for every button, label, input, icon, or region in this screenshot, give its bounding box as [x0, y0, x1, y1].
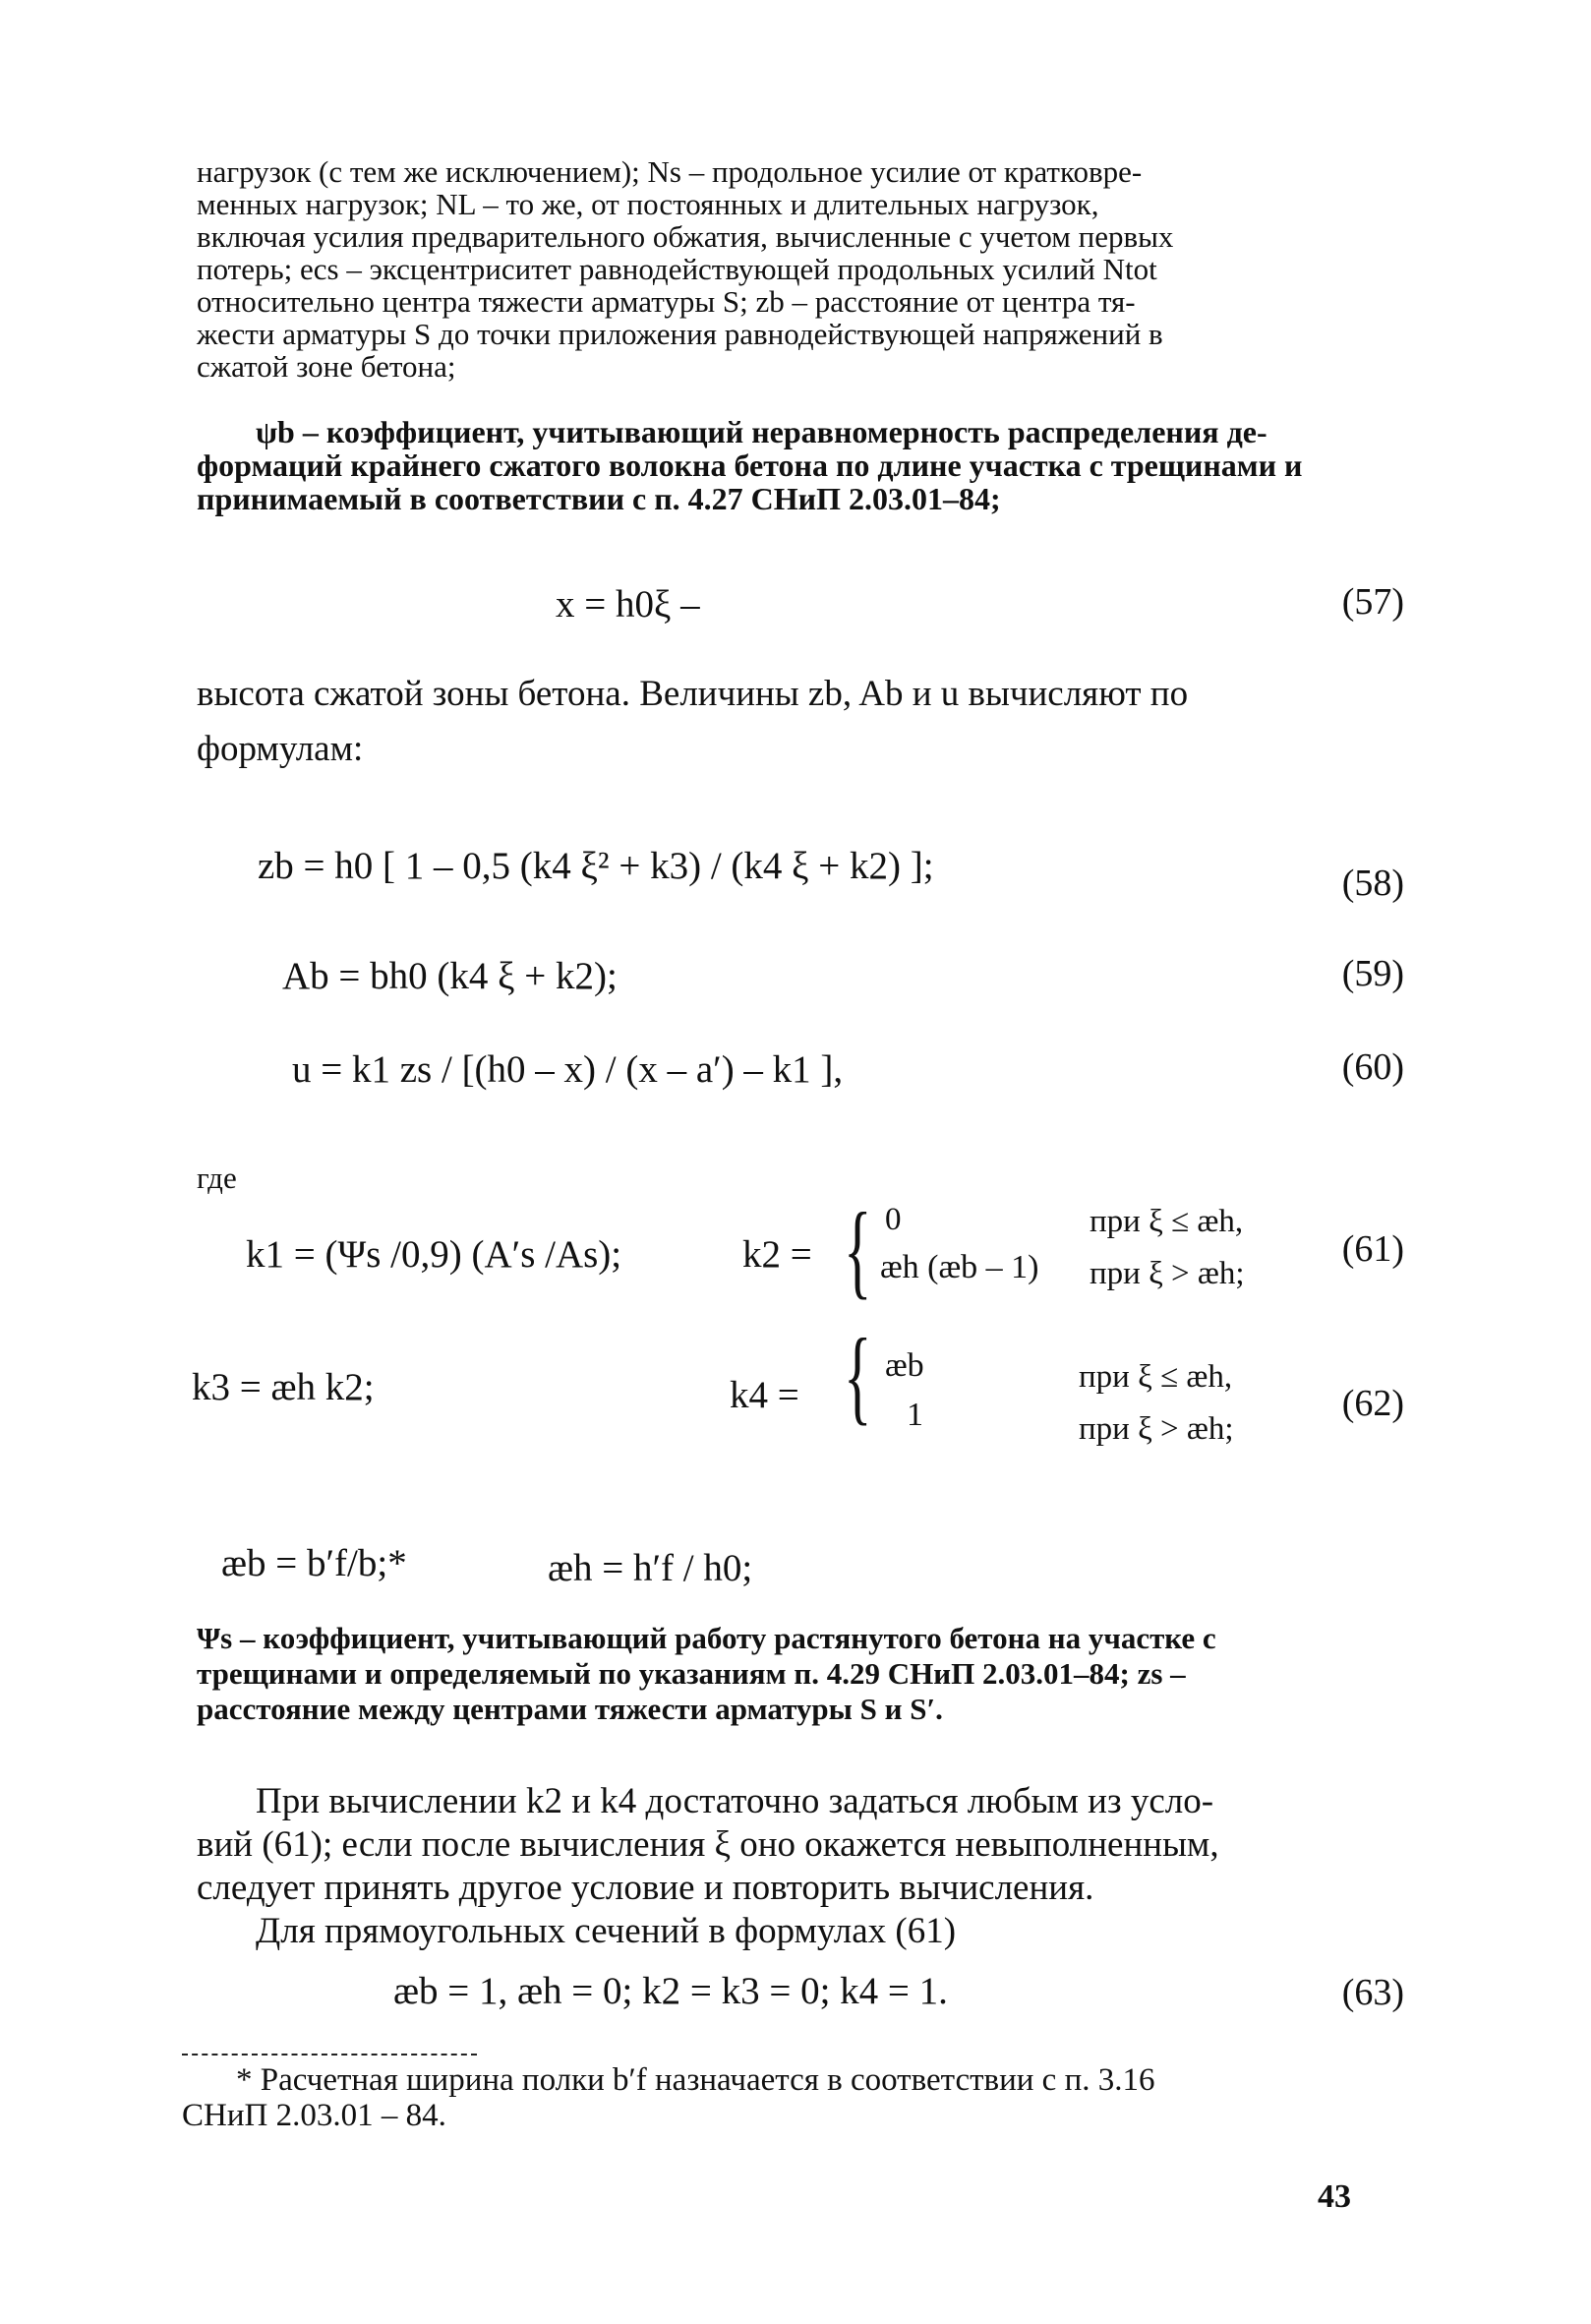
paragraph-psi-b [197, 415, 1391, 515]
equation-61-k1: k1 = (Ψs /0,9) (A′s /As); [246, 1233, 622, 1276]
equation-59: Ab = bh0 (k4 ξ + k2); [282, 955, 618, 997]
footnote-divider [182, 2054, 477, 2056]
text-line: принимаемый в соответствии с п. 4.27 СНиП 2.03.01–84; [197, 481, 1001, 516]
text-line: ψb – коэффициент, учитывающий неравномерность распределения де- [256, 414, 1267, 449]
text-line: вий (61); если после вычисления ξ оно окажется невыполненным, [197, 1824, 1219, 1865]
equation-61-case2-value: æh (æb – 1) [880, 1249, 1039, 1285]
footnote [182, 2062, 1377, 2133]
text-line: трещинами и определяемый по указаниям п. 4.29 СНиП 2.03.01–84; zs – [197, 1656, 1186, 1691]
equation-62-k4-label: k4 = [730, 1374, 799, 1416]
text-line: менных нагрузок; NL – то же, от постоянных и длительных нагрузок, [197, 187, 1099, 221]
equation-number-59: (59) [1341, 953, 1404, 994]
equation-kappa-b: æb = b′f/b;* [221, 1542, 407, 1584]
equation-number-57: (57) [1341, 581, 1404, 623]
equation-58: zb = h0 [ 1 – 0,5 (k4 ξ² + k3) / (k4 ξ + k2) ]; [258, 845, 934, 887]
text-line: формулам: [197, 729, 364, 769]
equation-62-case1-value: æb [885, 1347, 924, 1384]
footnote-line: СНиП 2.03.01 – 84. [182, 2098, 446, 2133]
equation-number-63: (63) [1341, 1972, 1404, 2013]
text-line: При вычислении k2 и k4 достаточно задаться любым из усло- [256, 1781, 1214, 1821]
text-line: включая усилия предварительного обжатия, вычисленные с учетом первых [197, 219, 1174, 254]
equation-62-case1-condition: при ξ ≤ æh, [1079, 1359, 1233, 1395]
equation-60: u = k1 zs / [(h0 – x) / (x – a′) – k1 ], [292, 1048, 844, 1091]
equation-61-case1-value: 0 [885, 1202, 902, 1237]
equation-62-k3: k3 = æh k2; [192, 1366, 375, 1408]
text-line: относительно центра тяжести арматуры S; zb – расстояние от центра тя- [197, 284, 1136, 319]
text-line: Для прямоугольных сечений в формулах (61) [256, 1911, 957, 1951]
equation-57: x = h0ξ – [556, 583, 700, 626]
equation-number-62: (62) [1341, 1383, 1404, 1424]
equation-number-58: (58) [1341, 863, 1404, 904]
equation-62-case2-value: 1 [907, 1397, 923, 1433]
equation-61-k2-label: k2 = [742, 1233, 812, 1276]
paragraph-calculation-note [197, 1780, 1391, 1953]
text-line: высота сжатой зоны бетона. Величины zb, Ab и u вычисляют по [197, 674, 1189, 714]
text-line: жести арматуры S до точки приложения равнодействующей напряжений в [197, 317, 1163, 351]
text-line: потерь; ecs – эксцентриситет равнодействующей продольных усилий Ntot [197, 252, 1157, 286]
equation-number-60: (60) [1341, 1046, 1404, 1088]
text-line: расстояние между центрами тяжести арматуры S и S′. [197, 1692, 943, 1726]
page-number: 43 [1318, 2178, 1351, 2215]
text-line: сжатой зоне бетона; [197, 349, 456, 384]
text-line: нагрузок (с тем же исключением); Ns – продольное усилие от кратковре- [197, 154, 1143, 189]
text-line: Ψs – коэффициент, учитывающий работу растянутого бетона на участке с [197, 1621, 1216, 1655]
paragraph-definitions-1 [197, 155, 1391, 383]
equation-number-61: (61) [1341, 1228, 1404, 1270]
equation-62-case2-condition: при ξ > æh; [1079, 1411, 1234, 1447]
text-line: формаций крайнего сжатого волокна бетона по длине участка с трещинами и [197, 447, 1303, 483]
equation-63: æb = 1, æh = 0; k2 = k3 = 0; k4 = 1. [393, 1970, 948, 2012]
equation-61-case2-condition: при ξ > æh; [1090, 1256, 1245, 1291]
paragraph-intro-formulas [197, 667, 1391, 777]
equation-kappa-h: æh = h′f / h0; [548, 1547, 753, 1589]
text-line: следует принять другое условие и повторить вычисления. [197, 1868, 1094, 1908]
paragraph-psi-s [197, 1621, 1391, 1727]
brace-62: { [844, 1318, 872, 1435]
equation-61-case1-condition: при ξ ≤ æh, [1090, 1204, 1244, 1239]
where-label: где [197, 1161, 237, 1195]
brace-61: { [844, 1192, 872, 1309]
footnote-line: * Расчетная ширина полки b′f назначается в соответствии с п. 3.16 [236, 2062, 1155, 2098]
